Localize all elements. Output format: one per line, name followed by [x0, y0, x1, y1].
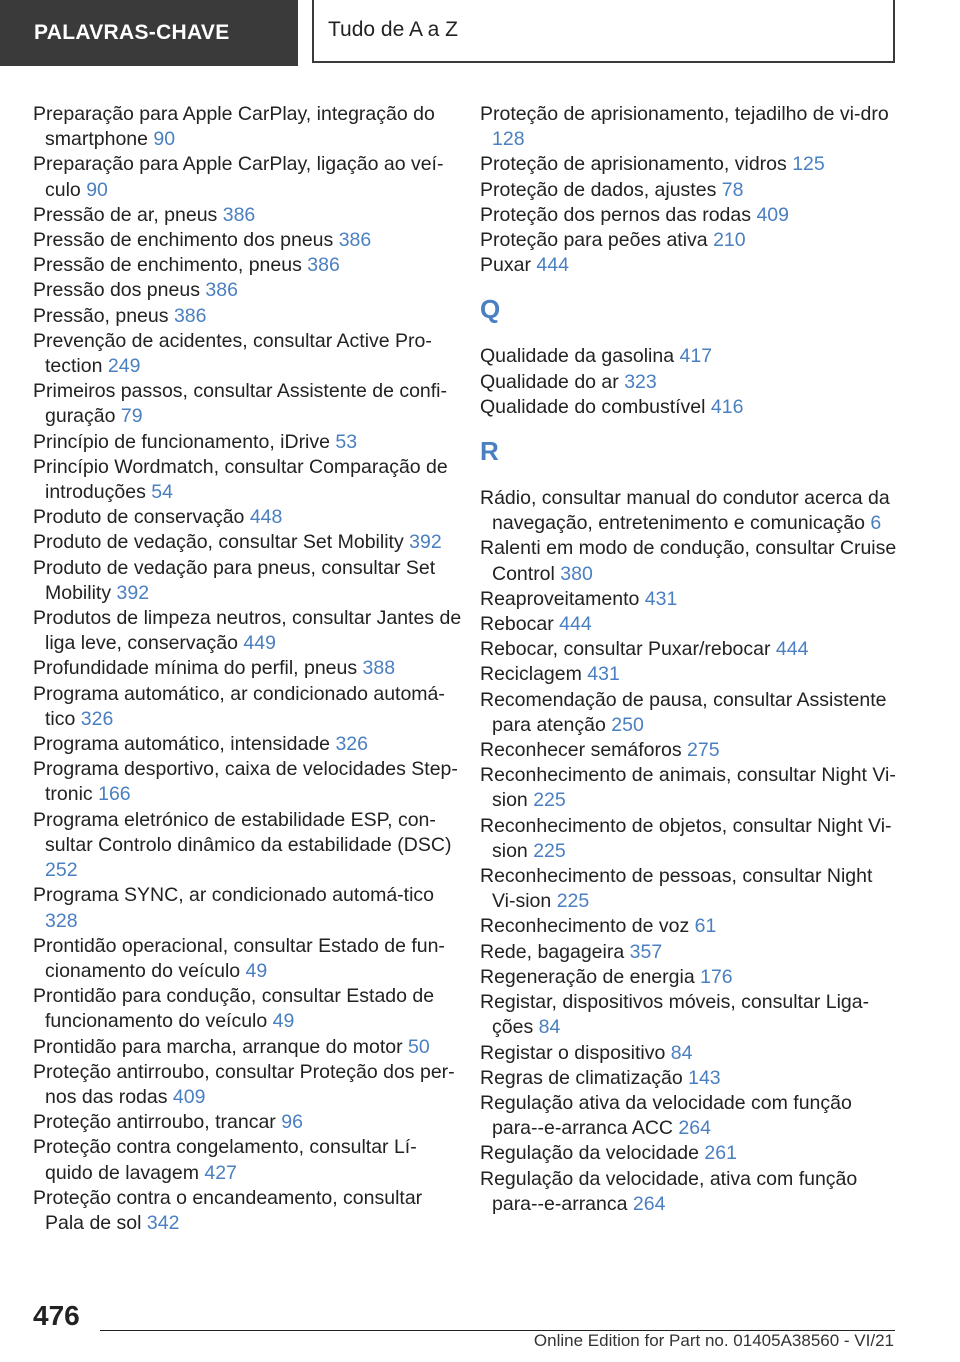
page-reference-link[interactable]: 49: [245, 959, 268, 982]
page-reference-link[interactable]: 249: [107, 355, 141, 378]
page-reference-link[interactable]: 50: [408, 1035, 430, 1058]
index-entry-text: Regulação da velocidade, ativa com função para--e-arranca: [480, 1167, 858, 1215]
index-entry-text: Pressão dos pneus: [33, 279, 200, 302]
index-entry: [33, 1060, 463, 1110]
page-reference-link[interactable]: 210: [713, 229, 746, 252]
index-entry-text: Proteção de aprisionamento, tejadilho de vi-dro: [480, 103, 889, 125]
index-entry: [33, 1035, 463, 1060]
index-entry-text: Preparação para Apple CarPlay, ligação ao veí-culo: [33, 153, 444, 201]
index-column-right: [480, 102, 900, 1217]
index-entry: [33, 606, 463, 656]
page-reference-link[interactable]: 143: [688, 1066, 721, 1089]
page-reference-link[interactable]: 264: [632, 1192, 666, 1215]
index-entry-text: Ralenti em modo de condução, consultar Cruise Control: [480, 537, 897, 585]
page-reference-link[interactable]: 90: [86, 178, 108, 201]
page-reference-link[interactable]: 275: [687, 739, 720, 762]
footer-edition-text: Online Edition for Part no. 01405A38560 - VI/21: [533, 1331, 894, 1350]
page-reference-link[interactable]: 79: [120, 405, 143, 428]
index-entry-text: Reaproveitamento: [480, 587, 640, 610]
page-reference-link[interactable]: 431: [644, 587, 678, 610]
page-reference-link[interactable]: 84: [670, 1041, 693, 1064]
index-entry: [33, 203, 463, 228]
index-entry: [480, 1066, 900, 1091]
page-reference-link[interactable]: 386: [307, 254, 340, 277]
page-reference-link[interactable]: 225: [556, 890, 590, 913]
page-reference-link[interactable]: 392: [409, 531, 442, 554]
page-reference-link[interactable]: 78: [721, 178, 744, 201]
page-reference-link[interactable]: 96: [281, 1111, 303, 1134]
page-reference-link[interactable]: 449: [243, 632, 276, 655]
page-reference-link[interactable]: 444: [775, 638, 809, 661]
page-reference-link[interactable]: 427: [204, 1161, 237, 1184]
page-reference-link[interactable]: 409: [756, 203, 789, 226]
page-reference-link[interactable]: 431: [587, 663, 620, 686]
index-entry-text: Prontidão para marcha, arranque do motor: [33, 1035, 403, 1058]
index-entry-text: Proteção antirroubo, trancar: [33, 1111, 276, 1134]
index-entry: [480, 1041, 900, 1066]
tab-tudo-de-a-a-z[interactable]: Tudo de A a Z: [312, 0, 895, 63]
page-reference-link[interactable]: 252: [45, 859, 78, 882]
index-entry: [480, 637, 900, 662]
page-reference-link[interactable]: 53: [335, 430, 358, 453]
page-reference-link[interactable]: 264: [678, 1117, 711, 1140]
index-entry: [33, 757, 463, 807]
index-entry-text: Registar, dispositivos móveis, consultar Liga-ções: [480, 991, 870, 1039]
index-entry-text: Reconhecimento de pessoas, consultar Night Vi-sion: [480, 865, 873, 913]
page-reference-link[interactable]: 328: [45, 909, 78, 932]
page-reference-link[interactable]: 386: [173, 304, 207, 327]
index-entry-text: Preparação para Apple CarPlay, integração do smartphone: [33, 103, 435, 151]
index-entry: [480, 738, 900, 763]
page-reference-link[interactable]: 61: [694, 915, 717, 938]
index-entry: [33, 1186, 463, 1236]
index-entry: [480, 395, 900, 420]
index-entry-text: Produto de vedação, consultar Set Mobility: [33, 531, 404, 554]
index-entry: [33, 808, 463, 884]
page-reference-link[interactable]: 49: [272, 1010, 295, 1033]
index-entry-text: Produto de vedação para pneus, consultar Set Mobility: [33, 556, 436, 604]
index-entry: [33, 682, 463, 732]
index-entry: [33, 455, 463, 505]
page-reference-link[interactable]: 416: [710, 395, 744, 418]
page-reference-link[interactable]: 326: [80, 707, 114, 730]
page-reference-link[interactable]: 323: [624, 370, 657, 393]
index-entry: [480, 370, 900, 395]
index-entry: [480, 203, 900, 228]
index-entry-text: Prontidão para condução, consultar Estado de funcionamento do veículo: [33, 985, 435, 1033]
page-reference-link[interactable]: 444: [536, 254, 569, 277]
index-group-p: [480, 102, 900, 278]
index-entry: [480, 1141, 900, 1166]
index-entry: [33, 379, 463, 429]
index-entry: [480, 990, 900, 1040]
index-entry-text: Qualidade do ar: [480, 370, 619, 393]
index-entry: [480, 486, 900, 536]
page-reference-link[interactable]: 388: [362, 657, 396, 680]
index-entry-text: Rebocar: [480, 613, 554, 636]
index-entry: [480, 814, 900, 864]
index-entry-text: Produtos de limpeza neutros, consultar Jantes de liga leve, conservação: [33, 607, 462, 655]
index-entry: [480, 688, 900, 738]
index-entry: [33, 228, 463, 253]
index-entry: [33, 656, 463, 681]
tab-palavras-chave[interactable]: PALAVRAS-CHAVE: [0, 0, 298, 66]
index-entry-text: Profundidade mínima do perfil, pneus: [33, 657, 358, 680]
index-entry-text: Prontidão operacional, consultar Estado de fun-cionamento do veículo: [33, 934, 445, 982]
index-entry-text: Recomendação de pausa, consultar Assistente para atenção: [480, 688, 887, 736]
index-entry: [33, 278, 463, 303]
index-entry-text: Qualidade do combustível: [480, 395, 706, 418]
index-entry: [480, 940, 900, 965]
index-entry-text: Programa SYNC, ar condicionado automá-tico: [33, 884, 435, 907]
index-entry-text: Regulação da velocidade: [480, 1142, 699, 1165]
index-entry: [480, 178, 900, 203]
index-entry: [480, 662, 900, 687]
page-reference-link[interactable]: 54: [151, 481, 173, 504]
index-entry-text: Rádio, consultar manual do condutor acerca da navegação, entretenimento e comunicação: [480, 487, 890, 535]
page-reference-link[interactable]: 225: [533, 839, 566, 862]
index-entry: [33, 304, 463, 329]
page-reference-link[interactable]: 90: [153, 128, 176, 151]
index-entry-text: Qualidade da gasolina: [480, 345, 675, 368]
page-reference-link[interactable]: 261: [704, 1142, 737, 1165]
index-entry-text: Proteção para peões ativa: [480, 229, 708, 252]
index-entry: [480, 965, 900, 990]
index-entry: [480, 344, 900, 369]
index-entry: [33, 732, 463, 757]
index-entry: [33, 253, 463, 278]
index-entry: [33, 329, 463, 379]
index-entry-text: Reciclagem: [480, 663, 582, 686]
page-reference-link[interactable]: 409: [172, 1085, 206, 1108]
index-entry-text: Proteção de dados, ajustes: [480, 178, 717, 201]
index-entry: [33, 1135, 463, 1185]
page-reference-link[interactable]: 166: [98, 783, 131, 806]
index-entry-text: Pressão de enchimento, pneus: [33, 254, 302, 277]
index-entry: [33, 505, 463, 530]
index-entry: [33, 1110, 463, 1135]
index-entry: [480, 763, 900, 813]
index-entry: [480, 914, 900, 939]
index-entry: [480, 253, 900, 278]
index-entry-text: Produto de conservação: [33, 506, 245, 529]
section-letter-q: Q: [480, 294, 501, 325]
index-entry-text: Pressão de ar, pneus: [33, 203, 218, 226]
index-entry-text: Pressão de enchimento dos pneus: [33, 229, 334, 252]
page-reference-link[interactable]: 357: [629, 940, 663, 963]
index-entry: [480, 864, 900, 914]
page-reference-link[interactable]: 380: [560, 562, 593, 585]
index-entry-text: Proteção contra o encandeamento, consultar Pala de sol: [33, 1186, 423, 1234]
index-entry: [480, 152, 900, 177]
index-entry-text: Programa eletrónico de estabilidade ESP, con-sultar Controlo dinâmico da estabilidade (DSC): [33, 808, 452, 856]
index-entry-text: Princípio de funcionamento, iDrive: [33, 430, 330, 453]
index-entry-text: Puxar: [480, 254, 531, 277]
page-reference-link[interactable]: 417: [679, 345, 713, 368]
index-entry-text: Primeiros passos, consultar Assistente de confi-guração: [33, 380, 448, 428]
page-reference-link[interactable]: 386: [222, 203, 256, 226]
index-entry-text: Proteção antirroubo, consultar Proteção dos per-nos das rodas: [33, 1060, 455, 1108]
index-entry-text: Rede, bagageira: [480, 940, 625, 963]
page-reference-link[interactable]: 386: [338, 229, 372, 252]
index-entry-text: Rebocar, consultar Puxar/rebocar: [480, 638, 771, 661]
index-group-q: [480, 344, 900, 420]
index-entry-text: Princípio Wordmatch, consultar Comparação de introduções: [33, 455, 448, 504]
page-reference-link[interactable]: 128: [492, 128, 525, 151]
index-group-r: [480, 486, 900, 1217]
index-entry: [480, 1091, 900, 1141]
page-reference-link[interactable]: 386: [205, 279, 238, 302]
page-reference-link[interactable]: 444: [559, 613, 592, 636]
page-reference-link[interactable]: 326: [335, 733, 368, 756]
index-column-left: [33, 102, 463, 1236]
index-entry-text: Programa automático, intensidade: [33, 733, 331, 756]
page-reference-link[interactable]: 84: [538, 1016, 561, 1039]
index-entry: [480, 587, 900, 612]
page-reference-link[interactable]: 176: [700, 965, 733, 988]
index-entry: [33, 934, 463, 984]
index-entry: [33, 984, 463, 1034]
index-entry: [33, 430, 463, 455]
index-entry: [480, 612, 900, 637]
index-entry-text: Registar o dispositivo: [480, 1041, 666, 1064]
page-reference-link[interactable]: 225: [533, 789, 566, 812]
index-entry: [480, 1167, 900, 1217]
index-entry-text: Prevenção de acidentes, consultar Active Pro-tection: [33, 329, 432, 378]
page-reference-link[interactable]: 250: [611, 713, 644, 736]
section-letter-r: R: [480, 436, 499, 467]
index-entry: [33, 883, 463, 933]
index-entry-text: Regulação ativa da velocidade com função para--e-arranca ACC: [480, 1091, 852, 1140]
header-tab-bar: [0, 0, 960, 66]
index-entry-text: Proteção de aprisionamento, vidros: [480, 153, 787, 176]
index-entry: [480, 536, 900, 586]
index-entry-text: Programa desportivo, caixa de velocidades Step-tronic: [33, 758, 458, 806]
index-entry-text: Programa automático, ar condicionado automá-tico: [33, 682, 445, 730]
index-entry: [33, 556, 463, 606]
page-number: 476: [33, 1300, 80, 1331]
index-entry-text: Regeneração de energia: [480, 965, 695, 988]
index-entry: [33, 152, 463, 202]
index-entry-text: Proteção contra congelamento, consultar Lí-quido de lavagem: [33, 1136, 417, 1184]
index-entry: [480, 102, 900, 152]
index-entry-text: Reconhecimento de objetos, consultar Night Vi-sion: [480, 814, 892, 862]
index-entry: [480, 228, 900, 253]
index-entry-text: Proteção dos pernos das rodas: [480, 203, 752, 226]
index-entry-text: Reconhecimento de voz: [480, 915, 690, 938]
index-entry: [33, 102, 463, 152]
page-reference-link[interactable]: 125: [792, 153, 825, 176]
index-entry: [33, 530, 463, 555]
page-reference-link[interactable]: 6: [870, 512, 882, 535]
index-entry-text: Reconhecer semáforos: [480, 739, 682, 762]
index-entry-text: Reconhecimento de animais, consultar Night Vi-sion: [480, 764, 896, 812]
index-entry-text: Pressão, pneus: [33, 304, 169, 327]
index-entry-text: Regras de climatização: [480, 1066, 683, 1089]
page-reference-link[interactable]: 392: [116, 581, 150, 604]
page-reference-link[interactable]: 342: [146, 1211, 180, 1234]
page-reference-link[interactable]: 448: [249, 506, 283, 529]
